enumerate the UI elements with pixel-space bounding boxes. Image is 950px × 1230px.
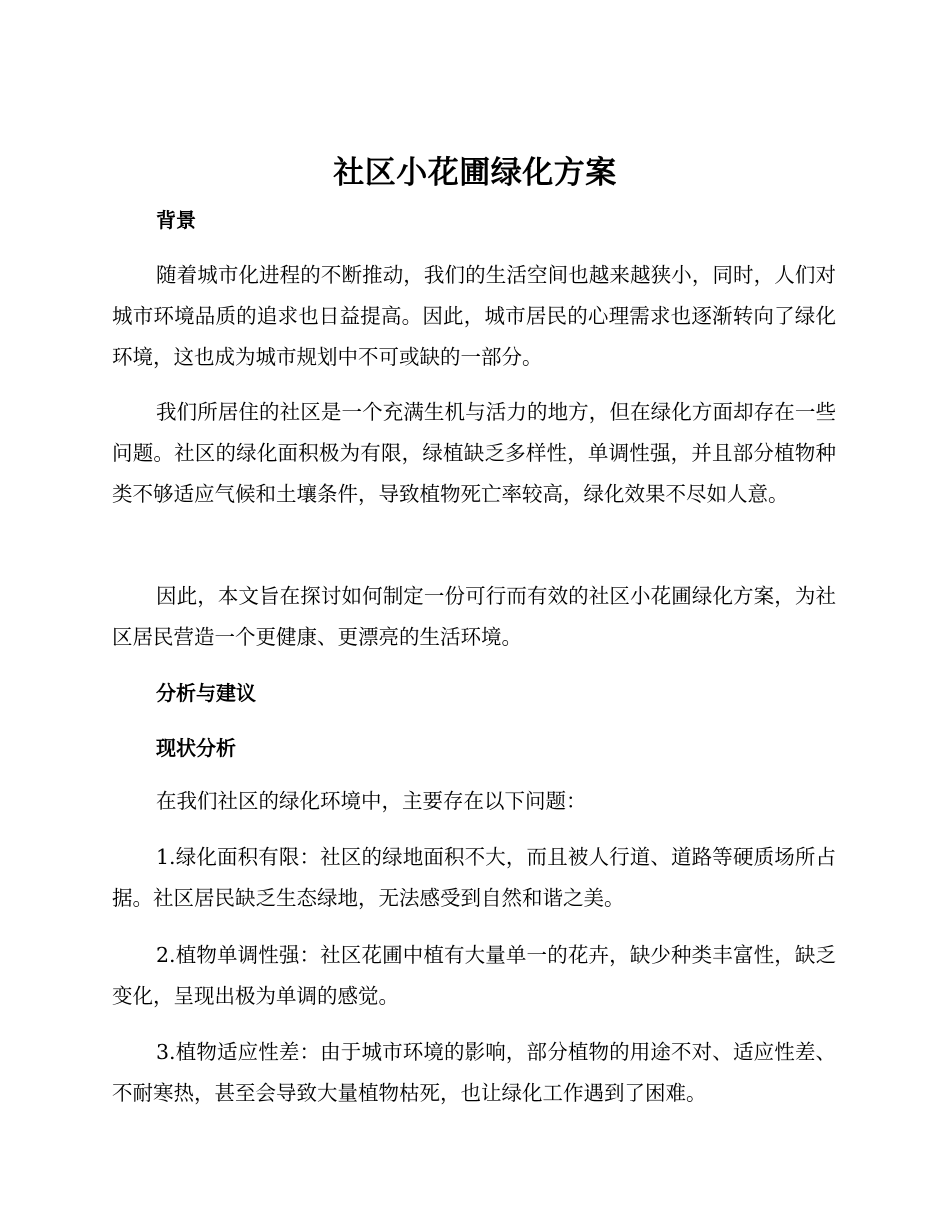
paragraph-intro: 在我们社区的绿化环境中，主要存在以下问题： [156,789,587,813]
issue-item: 2.植物单调性强：社区花圃中植有大量单一的花卉，缺少种类丰富性，缺乏变化，呈现出极为单调的感觉。 [112,943,836,1008]
paragraph: 随着城市化进程的不断推动，我们的生活空间也越来越狭小，同时，人们对城市环境品质的追求也日益提高。因此，城市居民的心理需求也逐渐转向了绿化环境，这也成为城市规划中不可或缺的一部分。 [112,263,836,369]
document-title: 社区小花圃绿化方案 [333,155,617,191]
issue-item: 3.植物适应性差：由于城市环境的影响，部分植物的用途不对、适应性差、不耐寒热，甚至会导致大量植物枯死，也让绿化工作遇到了困难。 [112,1040,836,1105]
paragraph: 因此，本文旨在探讨如何制定一份可行而有效的社区小花圃绿化方案，为社区居民营造一个更健康、更漂亮的生活环境。 [112,584,836,649]
issue-item: 1.绿化面积有限：社区的绿地面积不大，而且被人行道、道路等硬质场所占据。社区居民缺乏生态绿地，无法感受到自然和谐之美。 [112,845,836,910]
subsection-heading-status: 现状分析 [156,736,236,760]
section-heading-analysis: 分析与建议 [156,681,256,705]
section-heading-background: 背景 [156,208,196,232]
paragraph: 我们所居住的社区是一个充满生机与活力的地方，但在绿化方面却存在一些问题。社区的绿化面积极为有限，绿植缺乏多样性，单调性强，并且部分植物种类不够适应气候和土壤条件，导致植物死亡率较高，绿化效果不尽如人意。 [112,400,836,506]
